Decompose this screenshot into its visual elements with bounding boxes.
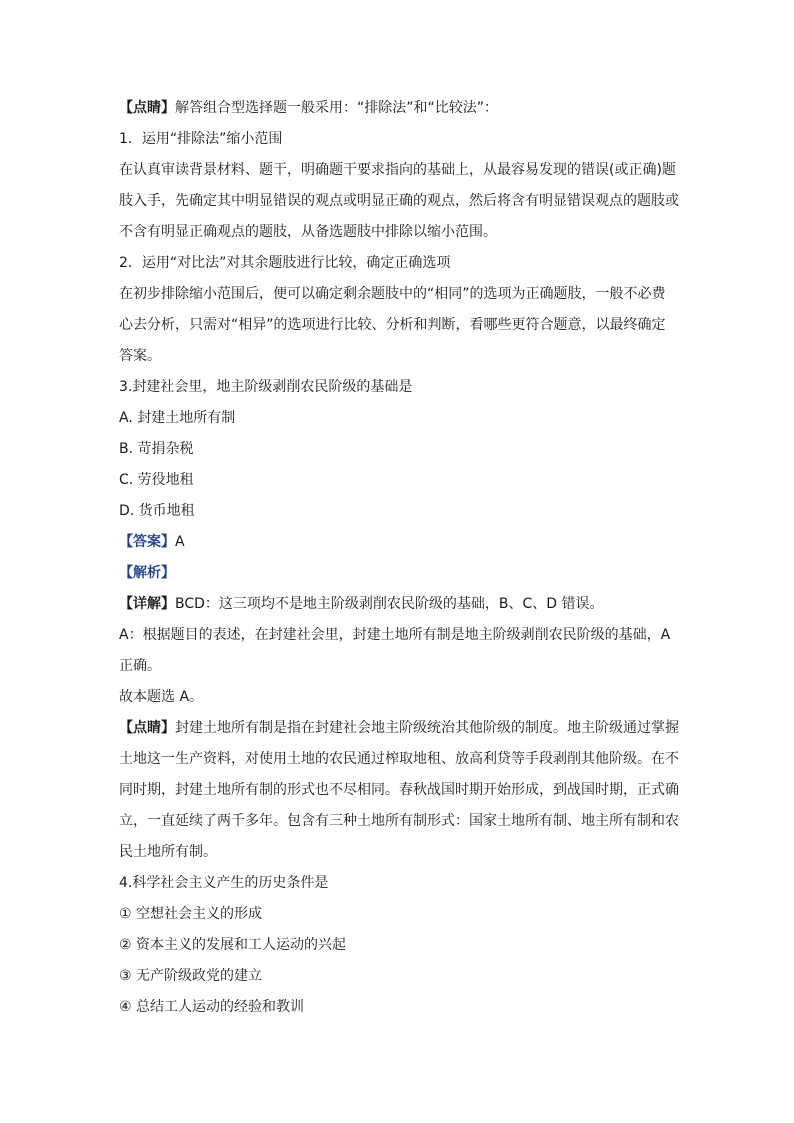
question-4: 4.科学社会主义产生的历史条件是 <box>119 875 329 891</box>
option-a: A. 封建土地所有制 <box>119 410 236 426</box>
line-paragraph: 同时期，封建土地所有制的形式也不尽相同。春秋战国时期开始形成，到战国时期，正式确 <box>119 782 679 798</box>
line-paragraph: 不含有明显正确观点的题肢，从备选题肢中排除以缩小范围。 <box>119 224 497 240</box>
item-3: ③ 无产阶级政党的建立 <box>119 968 263 984</box>
answer-value: A <box>175 534 185 550</box>
line-paragraph: 土地这一生产资料，对使用土地的农民通过榨取地租、放高利贷等手段剥削其他阶级。在不 <box>119 751 679 767</box>
section-note-2 <box>119 718 679 738</box>
item-4: ④ 总结工人运动的经验和教训 <box>119 999 305 1015</box>
tag-analysis: 【解析】 <box>119 565 175 581</box>
line-paragraph: 正确。 <box>119 658 161 674</box>
line-paragraph: 立，一直延续了两千多年。包含有三种土地所有制形式：国家土地所有制、地主所有制和农 <box>119 813 679 829</box>
question-3: 3.封建社会里，地主阶级剥削农民阶级的基础是 <box>119 379 413 395</box>
line-paragraph: 答案。 <box>119 348 161 364</box>
analysis-heading <box>119 563 175 583</box>
line-paragraph: A：根据题目的表述，在封建社会里，封建土地所有制是地主阶级剥削农民阶级的基础，A <box>119 627 671 643</box>
tag-answer: 【答案】 <box>119 534 175 550</box>
section-note-1 <box>119 98 498 118</box>
detail-line <box>119 594 604 614</box>
line-method-2: 2．运用“对比法”对其余题肢进行比较，确定正确选项 <box>119 255 451 271</box>
line-method-1: 1．运用“排除法”缩小范围 <box>119 131 283 147</box>
option-b: B. 苛捐杂税 <box>119 441 194 457</box>
line-text: 解答组合型选择题一般采用：“排除法”和“比较法”： <box>175 100 499 116</box>
line-paragraph: 心去分析，只需对“相异”的选项进行比较、分析和判断，看哪些更符合题意，以最终确定 <box>119 317 666 333</box>
line-text: BCD：这三项均不是地主阶级剥削农民阶级的基础，B、C、D 错误。 <box>175 596 604 612</box>
tag-note: 【点睛】 <box>119 720 175 736</box>
option-c: C. 劳役地租 <box>119 472 194 488</box>
line-paragraph: 民土地所有制。 <box>119 844 217 860</box>
item-1: ① 空想社会主义的形成 <box>119 906 263 922</box>
line-paragraph: 故本题选 A。 <box>119 689 204 705</box>
answer-line <box>119 532 185 552</box>
tag-note: 【点睛】 <box>119 100 175 116</box>
line-text: 封建土地所有制是指在封建社会地主阶级统治其他阶级的制度。地主阶级通过掌握 <box>175 720 679 736</box>
item-2: ② 资本主义的发展和工人运动的兴起 <box>119 937 347 953</box>
line-paragraph: 肢入手，先确定其中明显错误的观点或明显正确的观点，然后将含有明显错误观点的题肢或 <box>119 193 679 209</box>
option-d: D. 货币地租 <box>119 503 195 519</box>
line-paragraph: 在认真审读背景材料、题干，明确题干要求指向的基础上，从最容易发现的错误(或正确)题 <box>119 162 676 178</box>
tag-detail: 【详解】 <box>119 596 175 612</box>
line-paragraph: 在初步排除缩小范围后，便可以确定剩余题肢中的“相同”的选项为正确题肢，一般不必费 <box>119 286 666 302</box>
